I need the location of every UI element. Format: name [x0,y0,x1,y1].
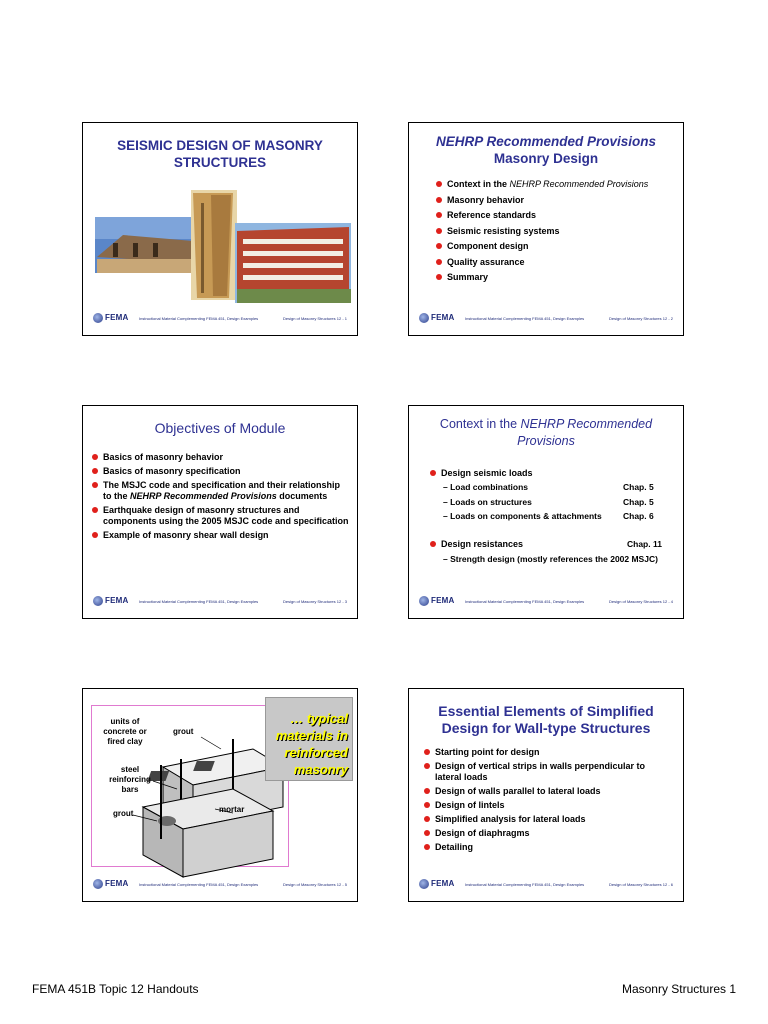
fema-logo: FEMA [93,313,128,323]
slide-6 [408,688,684,902]
label-steel: steel reinforcing bars [109,765,151,794]
bullet-item: Basics of masonry behavior [91,452,351,463]
slide-2-title: NEHRP Recommended Provisions Masonry Design [435,134,657,166]
fema-logo: FEMA [419,879,454,889]
slide-footer: FEMA Instructional Material Complementing FEMA 451, Design Examples Design of Masonry Structures 12 - 1 [93,313,347,327]
page-footer-right: Masonry Structures 1 [621,982,736,996]
slide-footer: FEMA Instructional Material Complementing FEMA 451, Design Examples Design of Masonry Structures 12 - 4 [419,596,673,610]
slide-1 [82,122,358,336]
bullet-item: Basics of masonry specification [91,466,351,477]
fema-logo: FEMA [419,596,454,606]
label-units: units of concrete or fired clay [103,717,147,746]
fema-logo: FEMA [93,596,128,606]
slide-footer: FEMA Instructional Material Complementing FEMA 451, Design Examples Design of Masonry Structures 12 - 5 [93,879,347,893]
fema-logo: FEMA [93,879,128,889]
slide-4-subitems-b [431,554,681,569]
bullet-item: Simplified analysis for lateral loads [423,814,673,825]
bullet-item: Context in the NEHRP Recommended Provisions [435,179,675,190]
slide-4-title: Context in the NEHRP Recommended Provisions [439,417,653,448]
chap-label: Chap. 11 [627,539,662,549]
photo-tall-building [191,190,237,300]
slide-footer: FEMA Instructional Material Complementing FEMA 451, Design Examples Design of Masonry Structures 12 - 3 [93,596,347,610]
bullet-item: Earthquake design of masonry structures and components using the 2005 MSJC code and specification [91,505,351,527]
bullet-item: Seismic resisting systems [435,226,675,237]
sub-item: – Loads on components & attachments Chap. 6 [443,511,654,521]
sub-item: – Load combinations Chap. 5 [443,482,654,492]
slide-3 [82,405,358,619]
slide-6-bullets [423,747,673,856]
bullet-item: Example of masonry shear wall design [91,530,351,541]
bullet-item: Summary [435,272,675,283]
dhs-seal-icon [93,313,103,323]
bullet-item: Design of vertical strips in walls perpendicular to lateral loads [423,761,673,783]
label-grout-bottom: grout [113,809,134,818]
callout-box: … typical materials in reinforced masonry [265,697,353,781]
bullet-item: Design of walls parallel to lateral loads [423,786,673,797]
bullet-item: Masonry behavior [435,195,675,206]
bullet-item: Reference standards [435,210,675,221]
label-mortar: mortar [219,805,245,814]
bullet-item: Starting point for design [423,747,673,758]
slide-footer: FEMA Instructional Material Complementing FEMA 451, Design Examples Design of Masonry Structures 12 - 6 [419,879,673,893]
bullet-item: Design of lintels [423,800,673,811]
slide-2-bullets [435,179,675,288]
bullet-item: The MSJC code and specification and their relationship to the NEHRP Recommended Provisions documents [91,480,351,502]
building-photos [83,123,358,336]
bullet-item: Detailing [423,842,673,853]
photo-brick-building [235,223,351,303]
page-footer-left: FEMA 451B Topic 12 Handouts [32,982,199,996]
bullet-item: Design seismic loads [429,468,669,479]
slide-3-title: Objectives of Module [154,420,286,436]
sub-item: – Strength design (mostly references the 2002 MSJC) [443,554,658,564]
bullet-item: Component design [435,241,675,252]
dhs-seal-icon [419,879,429,889]
slide-1-title: SEISMIC DESIGN OF MASONRY STRUCTURES [117,138,323,170]
dhs-seal-icon [93,879,103,889]
slide-4 [408,405,684,619]
sub-item: – Loads on structures Chap. 5 [443,496,654,507]
slide-5 [82,688,358,902]
slide-3-bullets [91,452,351,544]
label-grout-top: grout [173,727,194,736]
slide-2 [408,122,684,336]
bullet-item: Design of diaphragms [423,828,673,839]
dhs-seal-icon [419,313,429,323]
dhs-seal-icon [93,596,103,606]
dhs-seal-icon [419,596,429,606]
slide-6-title: Essential Elements of Simplified Design for Wall-type Structures [438,703,654,736]
slide-4-subitems [431,482,681,526]
photo-low-building [95,217,195,273]
bullet-item: Quality assurance [435,257,675,268]
bullet-item: Design resistances [429,539,669,550]
fema-logo: FEMA [419,313,454,323]
slide-footer: FEMA Instructional Material Complementing FEMA 451, Design Examples Design of Masonry Structures 12 - 2 [419,313,673,327]
